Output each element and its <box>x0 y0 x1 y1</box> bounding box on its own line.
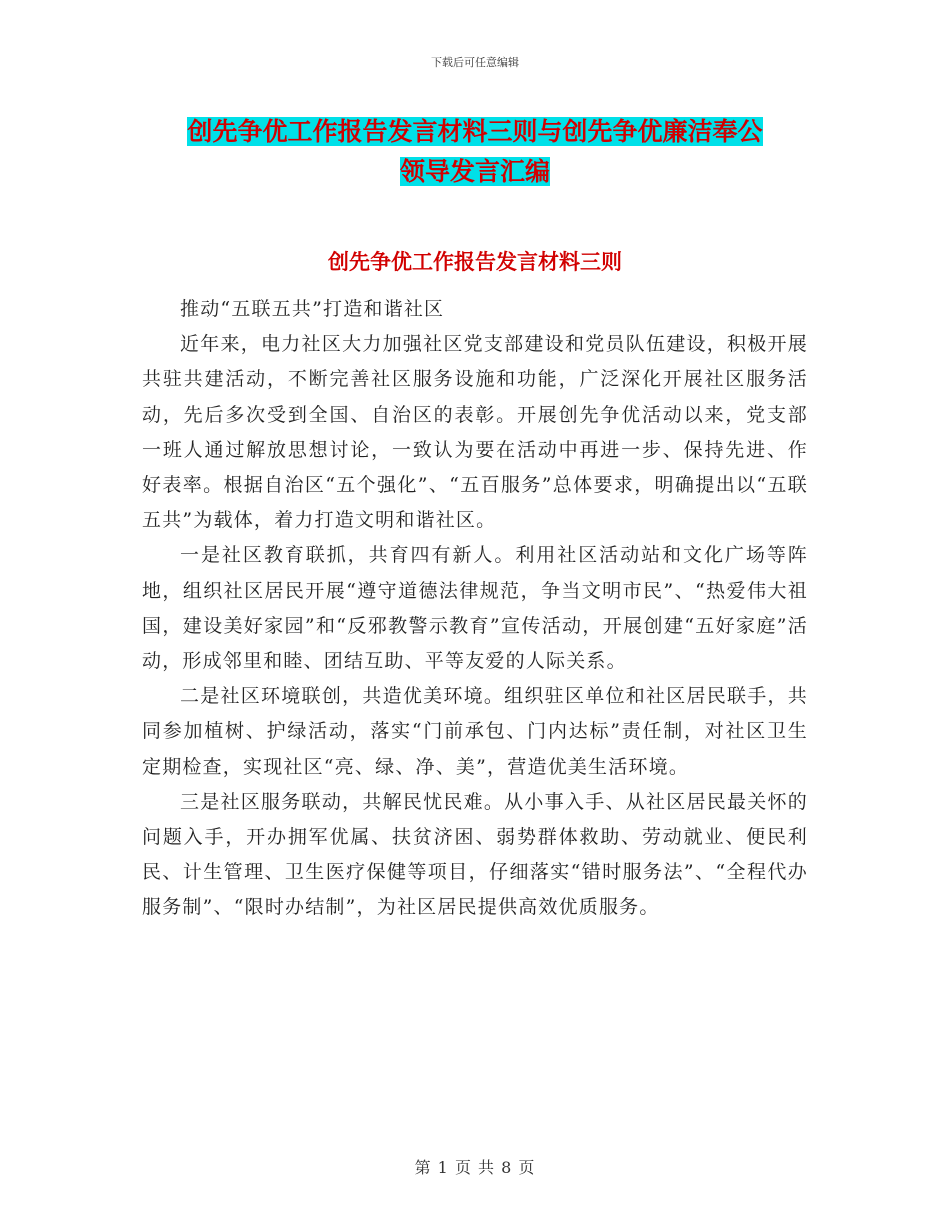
section-subtitle: 创先争优工作报告发言材料三则 <box>328 249 622 274</box>
title-line-2: 领导发言汇编 <box>399 157 550 186</box>
paragraph-heading: 推动“五联五共”打造和谐社区 <box>180 298 445 320</box>
title-line-1: 创先争优工作报告发言材料三则与创先争优廉洁奉公 <box>187 117 763 146</box>
document-title <box>140 112 810 192</box>
paragraph: 一是社区教育联抓，共育四有新人。利用社区活动站和文化广场等阵地，组织社区居民开展“遵守道德法律规范，争当文明市民”、“热爱伟大祖国，建设美好家园”和“反邪教警示教育”宣传活动，开展创建“五好家庭”活动，形成邻里和睦、团结互助、平等友爱的人际关系。 <box>142 544 808 673</box>
body-content <box>142 292 808 926</box>
paragraph: 二是社区环境联创，共造优美环境。组织驻区单位和社区居民联手，共同参加植树、护绿活动，落实“门前承包、门内达标”责任制，对社区卫生定期检查，实现社区“亮、绿、净、美”，营造优美生活环境。 <box>142 685 808 778</box>
header-note: 下载后可任意编辑 <box>431 56 519 69</box>
paragraph: 三是社区服务联动，共解民忧民难。从小事入手、从社区居民最关怀的问题入手，开办拥军优属、扶贫济困、弱势群体救助、劳动就业、便民利民、计生管理、卫生医疗保健等项目，仔细落实“错时服务法”、“全程代办服务制”、“限时办结制”，为社区居民提供高效优质服务。 <box>142 790 808 919</box>
paragraph: 近年来，电力社区大力加强社区党支部建设和党员队伍建设，积极开展共驻共建活动，不断完善社区服务设施和功能，广泛深化开展社区服务活动，先后多次受到全国、自治区的表彰。开展创先争优活动以来，党支部一班人通过解放思想讨论，一致认为要在活动中再进一步、保持先进、作好表率。根据自治区“五个强化”、“五百服务”总体要求，明确提出以“五联五共”为载体，着力打造文明和谐社区。 <box>142 333 808 532</box>
page-number: 第 1 页 共 8 页 <box>414 1158 536 1177</box>
